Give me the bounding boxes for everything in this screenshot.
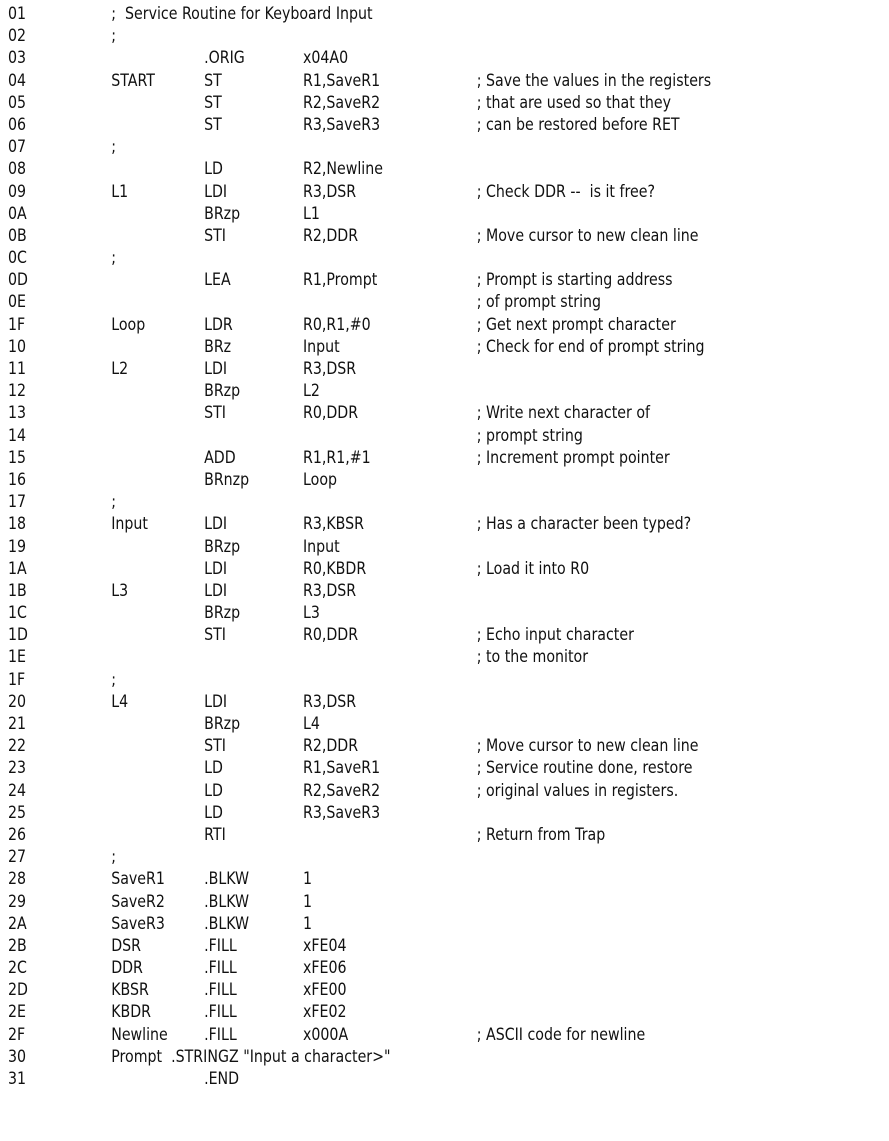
line-number: 2E [8, 1002, 27, 1022]
code-line [8, 92, 881, 114]
line-number: 04 [8, 70, 27, 90]
comment-field: ; Write next character of [476, 403, 651, 423]
code-line [8, 447, 881, 469]
label-field: SaveR2 [111, 891, 165, 911]
line-number: 2B [8, 935, 27, 955]
line-number: 24 [8, 780, 27, 800]
code-line [8, 291, 881, 313]
opcode-field: BRzp [204, 714, 241, 733]
line-number: 28 [8, 869, 27, 889]
comment-field: ; ASCII code for newline [476, 1024, 646, 1044]
opcode-field: STI [204, 403, 226, 423]
code-line [8, 935, 881, 957]
line-number: 0E [8, 292, 27, 312]
line-number: 17 [8, 492, 27, 512]
line-number: 1B [8, 580, 27, 600]
opcode-field: .FILL [204, 958, 237, 978]
label-field: Input [111, 514, 148, 534]
opcode-field: RTI [204, 824, 226, 844]
line-number: 18 [8, 514, 27, 534]
opcode-field: ST [204, 92, 222, 112]
line-number: 09 [8, 181, 27, 201]
opcode-field: ST [204, 70, 222, 90]
label-field: Newline [111, 1024, 168, 1044]
line-number: 1F [8, 669, 26, 689]
opcode-field: .BLKW [204, 891, 250, 911]
code-line [8, 713, 881, 735]
code-line [8, 181, 881, 203]
opcode-field: LDI [204, 181, 228, 201]
operands-field: 1 [302, 891, 313, 911]
comment-field: ; Return from Trap [476, 824, 606, 844]
operands-field: L3 [302, 603, 320, 623]
line-text: ; Service Routine for Keyboard Input [111, 4, 373, 23]
line-number: 1F [8, 314, 26, 334]
opcode-field: BRnzp [204, 469, 250, 489]
opcode-field: .BLKW [204, 913, 250, 933]
line-number: 11 [8, 359, 27, 378]
opcode-field: LD [204, 802, 223, 822]
line-number: 1A [8, 558, 27, 578]
code-line [8, 70, 881, 92]
label-field: ; [111, 847, 116, 867]
line-number: 12 [8, 381, 27, 401]
operands-field: R2,DDR [302, 225, 359, 245]
opcode-field: .FILL [204, 1024, 237, 1044]
line-number: 02 [8, 26, 27, 46]
operands-field: Input [302, 536, 340, 556]
code-line [8, 624, 881, 646]
code-line [8, 646, 881, 668]
code-line [8, 1046, 881, 1068]
operands-field: R0,DDR [302, 403, 359, 423]
operands-field: Input [302, 336, 340, 356]
comment-field: ; to the monitor [476, 647, 589, 667]
line-number: 2A [8, 913, 27, 933]
comment-field: ; of prompt string [476, 292, 602, 312]
comment-field: ; Move cursor to new clean line [476, 225, 699, 245]
code-line [8, 558, 881, 580]
comment-field: ; can be restored before RET [476, 114, 680, 134]
line-number: 26 [8, 824, 27, 844]
code-line [8, 757, 881, 779]
line-number: 20 [8, 691, 27, 711]
operands-field: R3,DSR [302, 181, 357, 201]
operands-field: R3,DSR [302, 691, 357, 711]
line-number: 03 [8, 48, 27, 68]
operands-field: 1 [302, 913, 313, 933]
label-field: KBDR [111, 1002, 152, 1022]
opcode-field: STI [204, 736, 226, 756]
line-number: 14 [8, 425, 27, 445]
comment-field: ; Check DDR -- is it free? [476, 181, 656, 201]
operands-field: R2,SaveR2 [302, 92, 381, 112]
line-number: 15 [8, 447, 27, 467]
label-field: ; [111, 26, 116, 46]
code-line [8, 402, 881, 424]
comment-field: ; Has a character been typed? [476, 514, 692, 534]
opcode-field: LDR [204, 314, 233, 334]
line-number: 01 [8, 4, 27, 23]
code-line [8, 25, 881, 47]
code-line [8, 602, 881, 624]
code-line [8, 380, 881, 402]
label-field: START [111, 70, 155, 90]
line-text: Prompt .STRINGZ "Input a character>" [111, 1046, 391, 1066]
comment-field: ; Service routine done, restore [476, 758, 693, 778]
code-line [8, 158, 881, 180]
label-field: SaveR1 [111, 869, 165, 889]
opcode-field: .FILL [204, 1002, 237, 1022]
code-line [8, 669, 881, 691]
comment-field: ; Check for end of prompt string [476, 336, 705, 356]
opcode-field: ADD [204, 447, 236, 467]
code-line [8, 203, 881, 225]
code-line [8, 957, 881, 979]
operands-field: Loop [302, 469, 338, 489]
operands-field: R0,R1,#0 [302, 314, 371, 334]
code-line [8, 114, 881, 136]
operands-field: xFE00 [302, 980, 347, 1000]
opcode-field: LD [204, 159, 223, 179]
line-number: 0B [8, 225, 27, 245]
label-field: Loop [111, 314, 146, 334]
operands-field: R3,DSR [302, 359, 357, 378]
operands-field: R2,SaveR2 [302, 780, 381, 800]
code-line [8, 891, 881, 913]
label-field: ; [111, 669, 116, 689]
line-number: 10 [8, 336, 27, 356]
label-field: L1 [111, 181, 129, 201]
code-line [8, 469, 881, 491]
opcode-field: LDI [204, 514, 228, 534]
code-line [8, 136, 881, 158]
label-field: KBSR [111, 980, 149, 1000]
line-number: 2C [8, 958, 27, 978]
code-line [8, 580, 881, 602]
operands-field: R1,R1,#1 [302, 447, 371, 467]
line-number: 2D [8, 980, 28, 1000]
operands-field: R1,SaveR1 [302, 758, 381, 778]
comment-field: ; Echo input character [476, 625, 634, 645]
line-number: 08 [8, 159, 27, 179]
operands-field: L2 [302, 381, 320, 401]
comment-field: ; Get next prompt character [476, 314, 676, 334]
code-line [8, 269, 881, 291]
operands-field: R0,DDR [302, 625, 359, 645]
code-line [8, 780, 881, 802]
opcode-field: LDI [204, 580, 228, 600]
code-line [8, 3, 881, 25]
opcode-field: STI [204, 225, 226, 245]
line-number: 19 [8, 536, 27, 556]
line-number: 13 [8, 403, 27, 423]
label-field: ; [111, 248, 116, 268]
code-line [8, 1001, 881, 1023]
code-line [8, 247, 881, 269]
label-field: ; [111, 137, 116, 157]
opcode-field: LDI [204, 558, 228, 578]
line-number: 06 [8, 114, 27, 134]
label-field: DDR [111, 958, 143, 978]
opcode-field: LD [204, 758, 223, 778]
line-number: 05 [8, 92, 27, 112]
opcode-field: .ORIG [204, 48, 245, 68]
label-field: ; [111, 492, 116, 512]
opcode-field: BRzp [204, 381, 241, 401]
opcode-field: ST [204, 114, 222, 134]
opcode-field: BRzp [204, 203, 241, 223]
operands-field: L1 [302, 203, 320, 223]
line-number: 1D [8, 625, 28, 645]
code-line [8, 735, 881, 757]
opcode-field: BRzp [204, 603, 241, 623]
code-line [8, 314, 881, 336]
label-field: L2 [111, 359, 129, 378]
operands-field: R3,SaveR3 [302, 114, 381, 134]
label-field: L4 [111, 691, 129, 711]
comment-field: ; Load it into R0 [476, 558, 590, 578]
code-line [8, 1068, 881, 1090]
label-field: L3 [111, 580, 129, 600]
opcode-field: LDI [204, 359, 228, 378]
code-line [8, 225, 881, 247]
comment-field: ; Save the values in the registers [476, 70, 712, 90]
code-line [8, 802, 881, 824]
opcode-field: .BLKW [204, 869, 250, 889]
comment-field: ; Prompt is starting address [476, 270, 673, 290]
comment-field: ; original values in registers. [476, 780, 679, 800]
code-line [8, 491, 881, 513]
opcode-field: .FILL [204, 935, 237, 955]
code-line [8, 358, 881, 380]
opcode-field: BRz [204, 336, 232, 356]
operands-field: R1,Prompt [302, 270, 378, 290]
line-number: 07 [8, 137, 27, 157]
comment-field: ; that are used so that they [476, 92, 672, 112]
comment-field: ; Increment prompt pointer [476, 447, 670, 467]
operands-field: x04A0 [302, 48, 349, 68]
label-field: SaveR3 [111, 913, 165, 933]
line-number: 29 [8, 891, 27, 911]
line-number: 23 [8, 758, 27, 778]
operands-field: xFE06 [302, 958, 347, 978]
line-number: 30 [8, 1046, 27, 1066]
operands-field: xFE04 [302, 935, 347, 955]
operands-field: 1 [302, 869, 313, 889]
line-number: 1E [8, 647, 27, 667]
code-line [8, 1024, 881, 1046]
line-number: 0D [8, 270, 28, 290]
line-number: 31 [8, 1069, 27, 1088]
comment-field: ; Move cursor to new clean line [476, 736, 699, 756]
operands-field: L4 [302, 714, 320, 733]
opcode-field: BRzp [204, 536, 241, 556]
label-field: DSR [111, 935, 142, 955]
operands-field: xFE02 [302, 1002, 347, 1022]
code-line [8, 846, 881, 868]
code-line [8, 979, 881, 1001]
code-line [8, 913, 881, 935]
code-line [8, 868, 881, 890]
operands-field: R3,SaveR3 [302, 802, 381, 822]
assembly-listing [8, 3, 883, 1090]
code-line [8, 536, 881, 558]
operands-field: R3,KBSR [302, 514, 365, 534]
code-line [8, 691, 881, 713]
line-number: 27 [8, 847, 27, 867]
opcode-field: LD [204, 780, 223, 800]
line-number: 25 [8, 802, 27, 822]
code-line [8, 513, 881, 535]
line-number: 2F [8, 1024, 26, 1044]
opcode-field: LDI [204, 691, 228, 711]
line-number: 16 [8, 469, 27, 489]
operands-field: R3,DSR [302, 580, 357, 600]
line-number: 0A [8, 203, 27, 223]
line-number: 0C [8, 248, 27, 268]
comment-field: ; prompt string [476, 425, 583, 445]
operands-field: R2,DDR [302, 736, 359, 756]
operands-field: x000A [302, 1024, 349, 1044]
line-number: 21 [8, 714, 27, 733]
operands-field: R0,KBDR [302, 558, 367, 578]
code-line [8, 47, 881, 69]
opcode-field: .FILL [204, 980, 237, 1000]
code-line [8, 824, 881, 846]
opcode-field: STI [204, 625, 226, 645]
line-number: 1C [8, 603, 27, 623]
code-line [8, 425, 881, 447]
operands-field: R2,Newline [302, 159, 383, 179]
code-line [8, 336, 881, 358]
opcode-field: .END [204, 1069, 240, 1088]
line-number: 22 [8, 736, 27, 756]
opcode-field: LEA [204, 270, 231, 290]
operands-field: R1,SaveR1 [302, 70, 381, 90]
